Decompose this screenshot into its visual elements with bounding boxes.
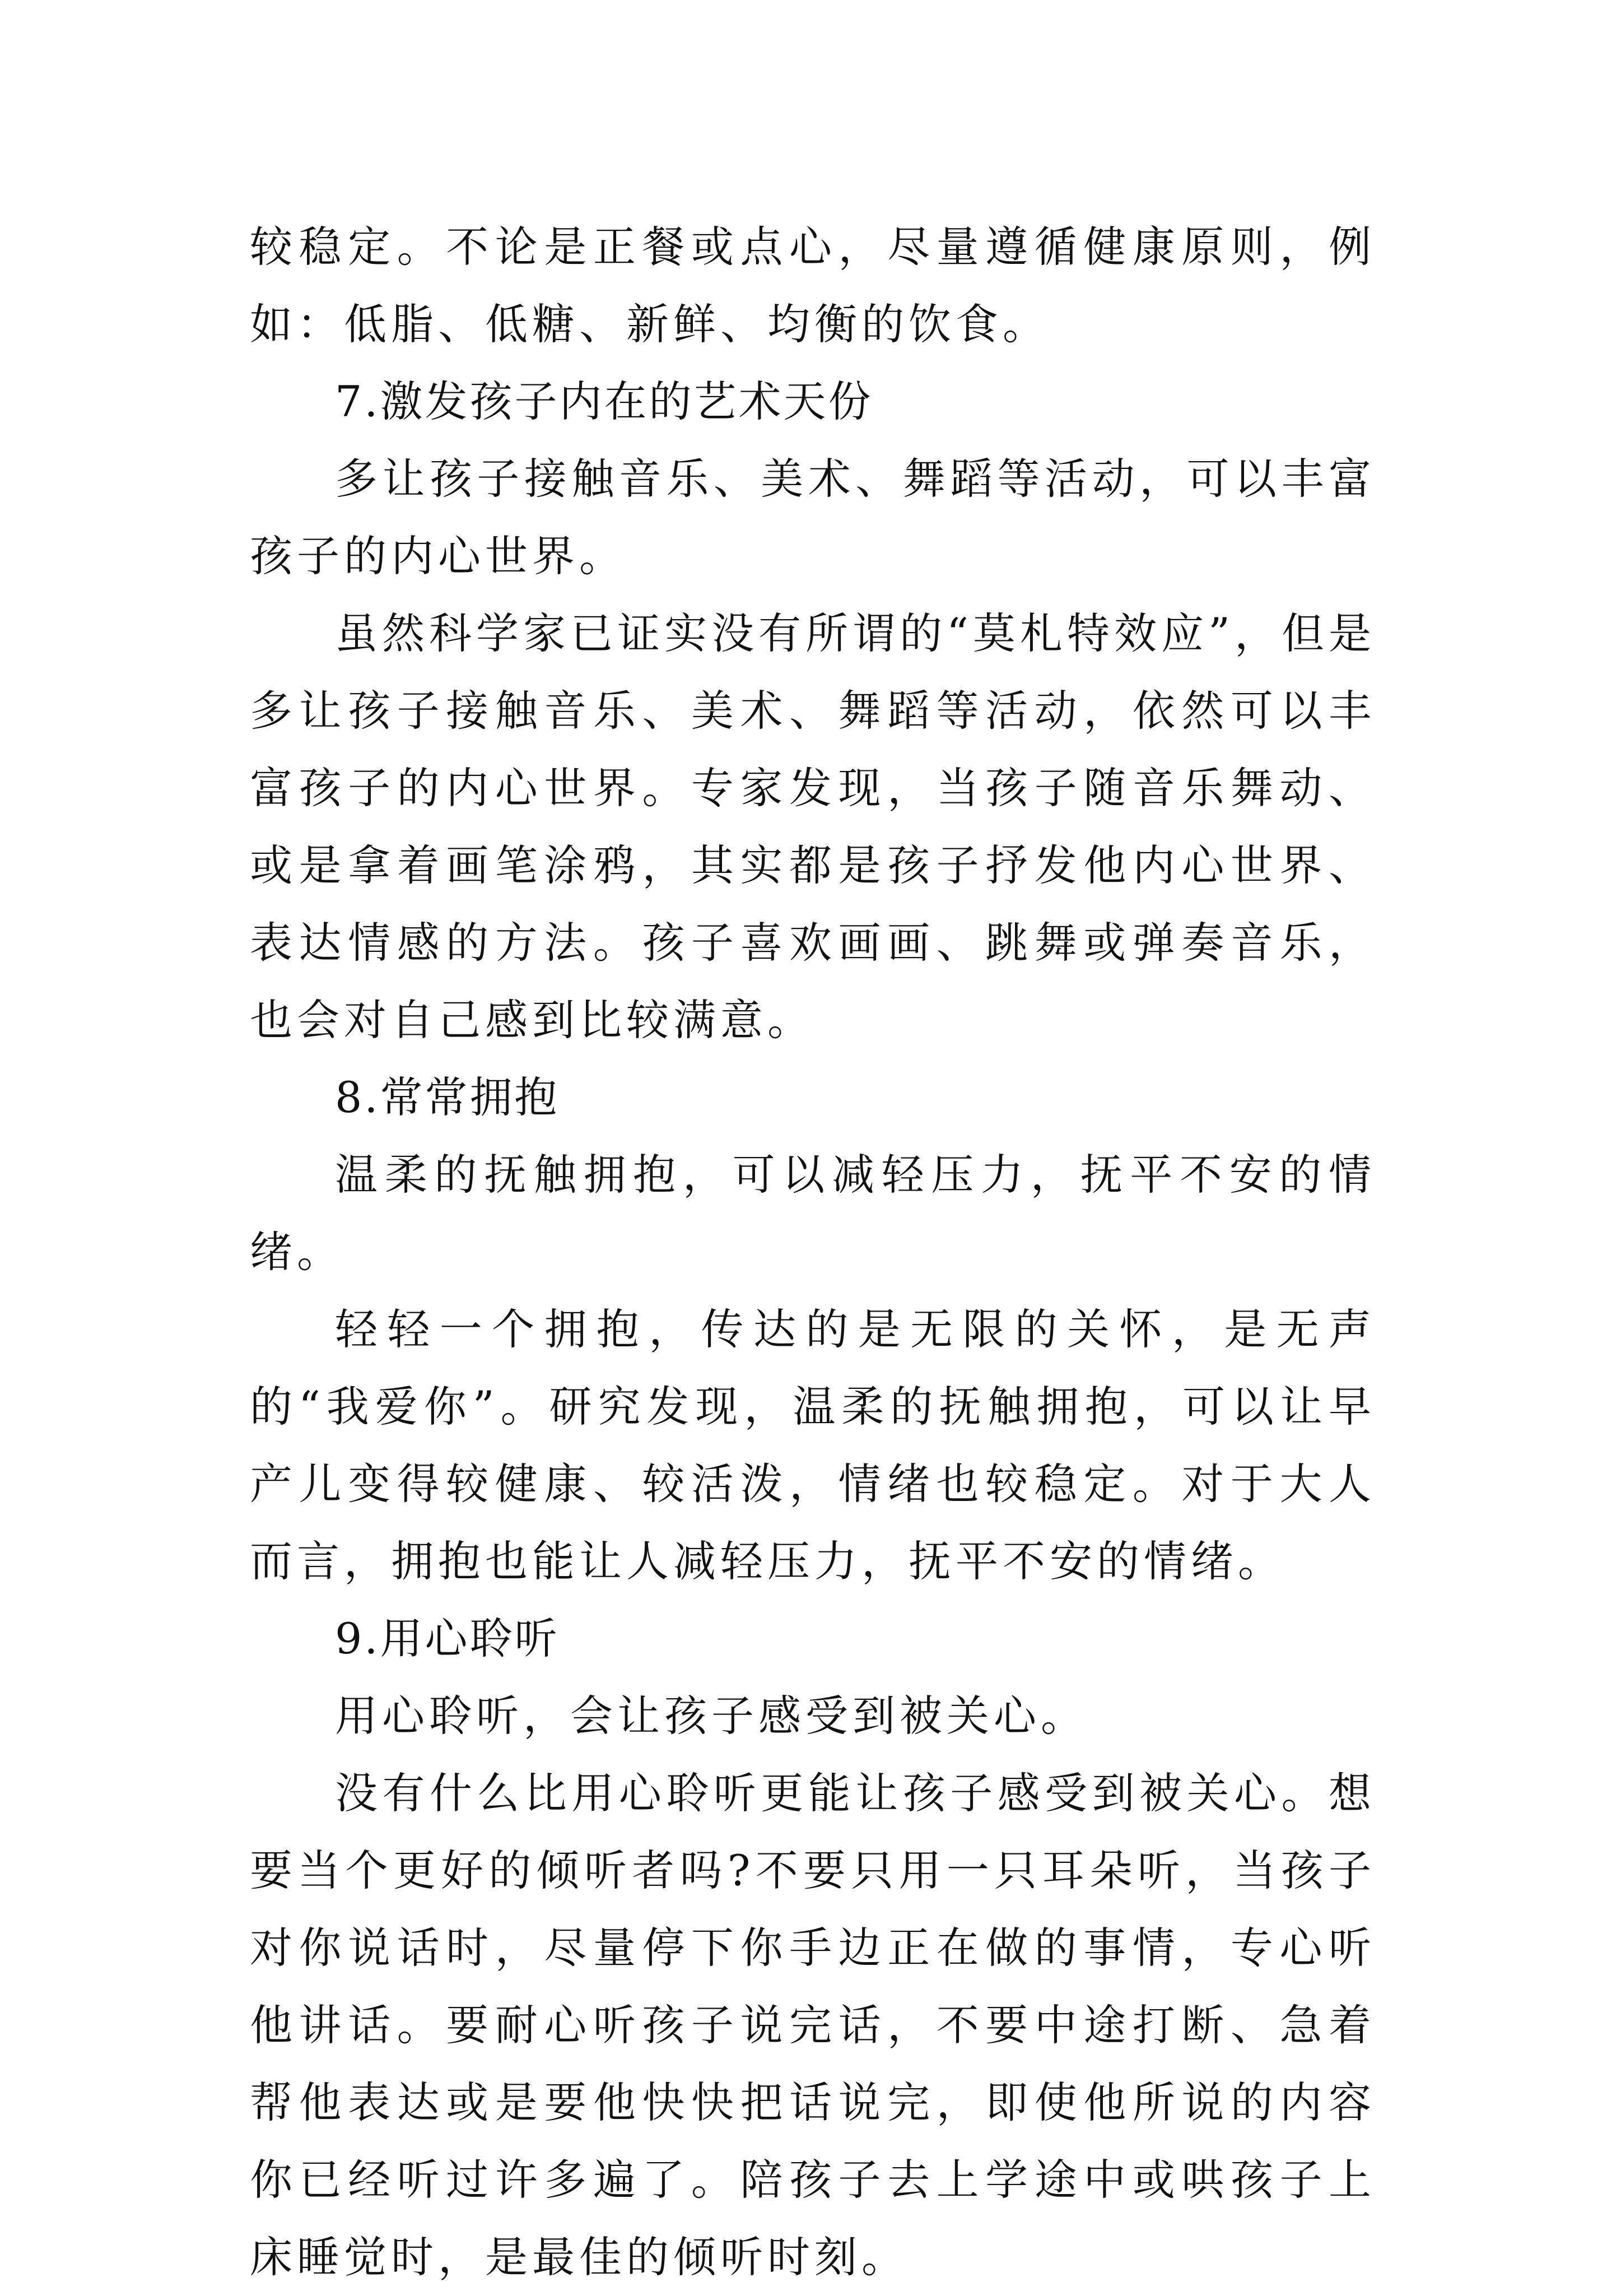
paragraph-summary-8: 温柔的抚触拥抱，可以减轻压力，抚平不安的情绪。: [250, 1150, 1376, 1277]
section-heading-9: 9.用心聆听: [335, 1614, 560, 1663]
paragraph-summary-7: 多让孩子接触音乐、美术、舞蹈等活动，可以丰富孩子的内心世界。: [250, 454, 1376, 581]
paragraph-summary-9: 用心聆听，会让孩子感受到被关心。: [335, 1691, 1088, 1741]
paragraph-continuation: 较稳定。不论是正餐或点心，尽量遵循健康原则，例如：低脂、低糖、新鲜、均衡的饮食。: [250, 222, 1376, 349]
section-heading-7: 7.激发孩子内在的艺术天份: [335, 377, 873, 426]
paragraph-detail-8: 轻轻一个拥抱，传达的是无限的关怀，是无声的“我爱你”。研究发现，温柔的抚触拥抱，可以让早产儿变得较健康、较活泼，情绪也较稳定。对于大人而言，拥抱也能让人减轻压力，抚平不安的情绪。: [250, 1304, 1376, 1586]
body-text: [250, 208, 1376, 2296]
paragraph-detail-7: 虽然科学家已证实没有所谓的“莫札特效应”，但是多让孩子接触音乐、美术、舞蹈等活动，依然可以丰富孩子的内心世界。专家发现，当孩子随音乐舞动、或是拿着画笔涂鸦，其实都是孩子抒发他内心世界、表达情感的方法。孩子喜欢画画、跳舞或弹奏音乐，也会对自己感到比较满意。: [250, 608, 1376, 1045]
section-heading-8: 8.常常拥抱: [335, 1072, 560, 1122]
paragraph-detail-9: 没有什么比用心聆听更能让孩子感受到被关心。想要当个更好的倾听者吗?不要只用一只耳朵听，当孩子对你说话时，尽量停下你手边正在做的事情，专心听他讲话。要耐心听孩子说完话，不要中途打断、急着帮他表达或是要他快快把话说完，即使他所说的内容你已经听过许多遍了。陪孩子去上学途中或哄孩子上床睡觉时，是最佳的倾听时刻。: [250, 1768, 1376, 2282]
